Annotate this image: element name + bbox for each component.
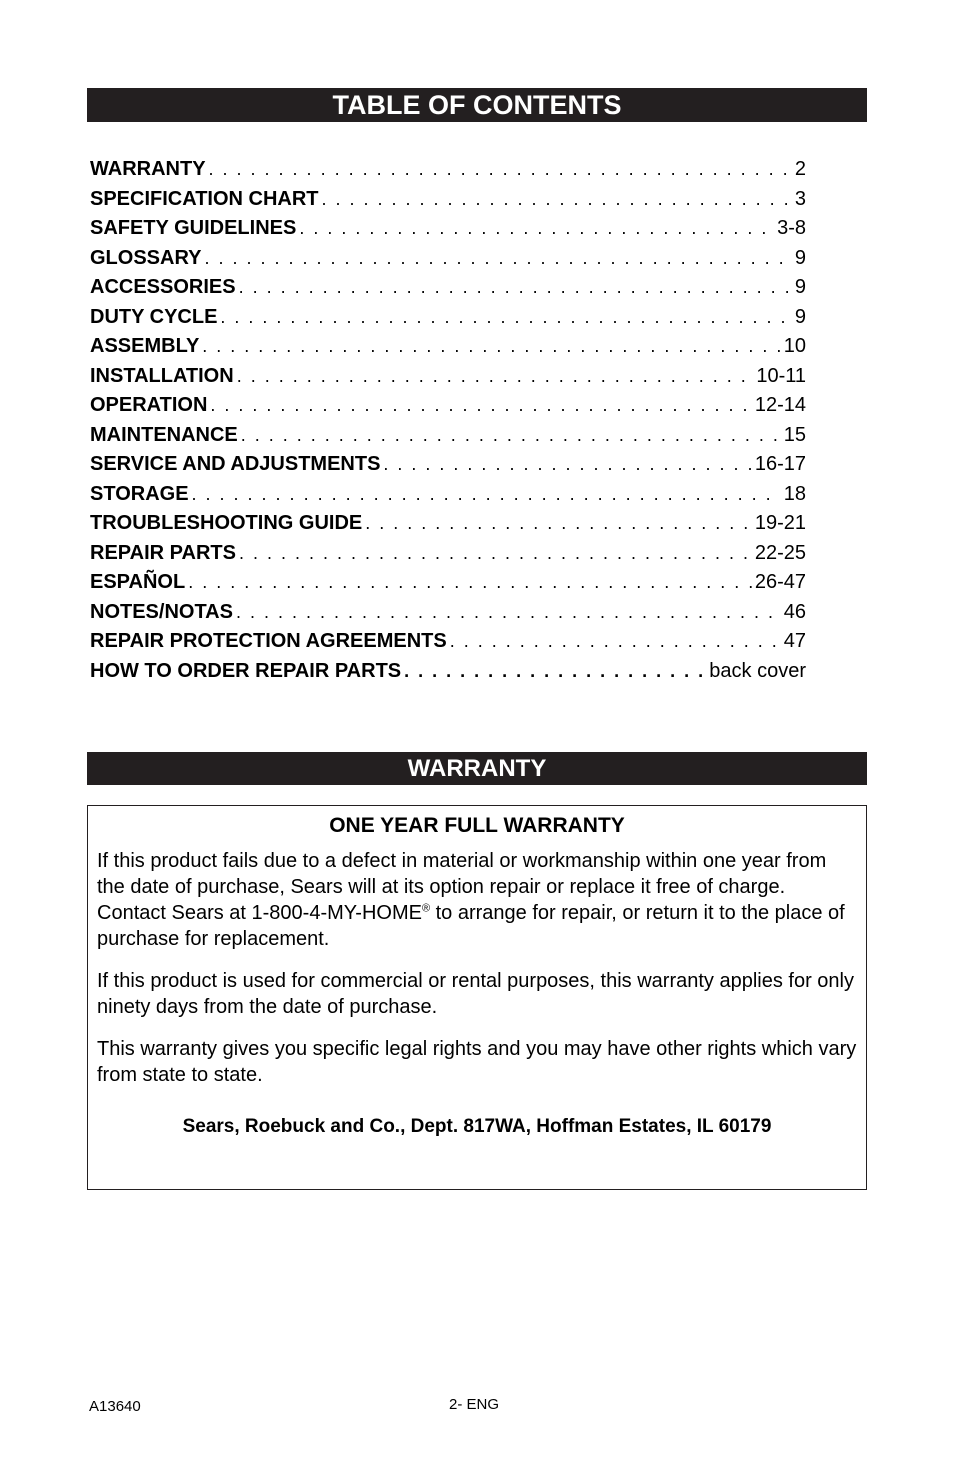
- toc-dot-leader: [209, 155, 792, 185]
- toc-entry-label: REPAIR PROTECTION AGREEMENTS: [90, 630, 447, 652]
- toc-entry-page: 9: [794, 246, 806, 269]
- toc-dot-leader: [210, 391, 751, 421]
- toc-entry-label: ESPAÑOL: [90, 571, 186, 593]
- toc-dot-leader: [450, 627, 781, 657]
- toc-entry-how-to-order-repair-parts[interactable]: [90, 657, 806, 687]
- toc-entry-installation[interactable]: [90, 362, 806, 392]
- toc-entry-accessories[interactable]: [90, 273, 806, 303]
- toc-entry-page: 47: [783, 630, 806, 652]
- toc-entry-page: 16-17: [754, 453, 806, 475]
- toc-entry-label: WARRANTY: [90, 158, 206, 180]
- toc-dot-leader: [365, 509, 752, 539]
- toc-entry-page: 22-25: [754, 541, 806, 564]
- toc-entry-page: 12-14: [754, 394, 806, 416]
- toc-entry-espanol[interactable]: [90, 568, 806, 598]
- toc-dot-leader: [205, 244, 792, 274]
- toc-entry-safety-guidelines[interactable]: [90, 214, 806, 244]
- toc-entry-page: 10: [783, 335, 806, 357]
- warranty-coverage-text: If this product fails due to a defect in material or workmanship within one year from the date of purchase, Sears will at its option repair or replace it free of charge. Contact Sears at 1-800-4-MY-HOME: [97, 850, 827, 924]
- toc-entry-storage[interactable]: [90, 480, 806, 510]
- toc-entry-repair-parts[interactable]: [90, 539, 806, 569]
- toc-dot-leader: [239, 539, 752, 569]
- toc-dot-leader: [404, 657, 706, 687]
- toc-entry-label: SERVICE AND ADJUSTMENTS: [90, 453, 381, 475]
- toc-title: TABLE OF CONTENTS: [332, 90, 622, 120]
- toc-entry-troubleshooting-guide[interactable]: [90, 509, 806, 539]
- toc-entry-service-and-adjustments[interactable]: [90, 450, 806, 480]
- toc-entry-label: INSTALLATION: [90, 364, 234, 387]
- toc-entry-page: 9: [794, 276, 806, 298]
- warranty-paragraph-rights: This warranty gives you specific legal rights and you may have other rights which vary from state to state.: [97, 1038, 857, 1086]
- toc-entry-label: OPERATION: [90, 394, 208, 416]
- toc-entry-label: SAFETY GUIDELINES: [90, 217, 297, 239]
- toc-entry-page: 2: [794, 158, 806, 180]
- warranty-coverage-text-end: to arrange for repair, or return it to the place of purchase for replacement.: [97, 902, 845, 950]
- toc-entry-glossary[interactable]: [90, 244, 806, 274]
- warranty-bar-title: WARRANTY: [407, 755, 547, 782]
- toc-dot-leader: [241, 421, 781, 451]
- toc-entry-label: REPAIR PARTS: [90, 541, 236, 564]
- toc-entry-warranty[interactable]: [90, 155, 806, 185]
- toc-entry-page: 3: [794, 187, 806, 210]
- toc-dot-leader: [383, 450, 751, 480]
- toc-dot-leader: [239, 273, 792, 303]
- toc-entry-label: SPECIFICATION CHART: [90, 187, 319, 210]
- toc-entry-specification-chart[interactable]: [90, 185, 806, 215]
- toc-entry-duty-cycle[interactable]: [90, 303, 806, 333]
- registered-mark: ®: [421, 902, 431, 915]
- toc-entry-page: 19-21: [754, 512, 806, 534]
- toc-dot-leader: [237, 362, 754, 392]
- toc-entry-page: 26-47: [754, 571, 806, 593]
- toc-dot-leader: [299, 214, 774, 244]
- toc-entry-repair-protection-agreements[interactable]: [90, 627, 806, 657]
- toc-entry-operation[interactable]: [90, 391, 806, 421]
- warranty-address: Sears, Roebuck and Co., Dept. 817WA, Hoffman Estates, IL 60179: [182, 1116, 772, 1137]
- toc-list: [90, 155, 806, 686]
- toc-entry-label: NOTES/NOTAS: [90, 600, 233, 623]
- toc-entry-label: STORAGE: [90, 482, 189, 505]
- toc-entry-page: 18: [783, 482, 806, 505]
- toc-dot-leader: [192, 480, 781, 510]
- toc-entry-page: 15: [783, 423, 806, 446]
- toc-dot-leader: [220, 303, 791, 333]
- toc-entry-page: 10-11: [756, 364, 806, 387]
- toc-entry-notes[interactable]: [90, 598, 806, 628]
- toc-entry-label: DUTY CYCLE: [90, 305, 218, 328]
- toc-entry-page: 46: [783, 600, 806, 623]
- toc-entry-label: MAINTENANCE: [90, 423, 238, 446]
- toc-entry-label: TROUBLESHOOTING GUIDE: [90, 512, 363, 534]
- toc-entry-assembly[interactable]: [90, 332, 806, 362]
- toc-entry-maintenance[interactable]: [90, 421, 806, 451]
- toc-dot-leader: [202, 332, 780, 362]
- document-code: A13640: [89, 1398, 141, 1415]
- toc-entry-page: 9: [794, 305, 806, 328]
- page-number: 2- ENG: [449, 1396, 500, 1413]
- toc-entry-label: ACCESSORIES: [90, 276, 236, 298]
- toc-dot-leader: [236, 598, 781, 628]
- warranty-title-bar: [87, 752, 867, 785]
- warranty-paragraph-commercial: If this product is used for commercial or rental purposes, this warranty applies for only ninety days from the date of purchase.: [97, 970, 854, 1018]
- toc-dot-leader: [322, 185, 792, 215]
- toc-entry-label: HOW TO ORDER REPAIR PARTS: [90, 659, 402, 682]
- warranty-paragraph-coverage: [97, 848, 857, 952]
- toc-entry-label: GLOSSARY: [90, 246, 202, 269]
- toc-entry-page: back cover: [709, 659, 806, 682]
- toc-entry-page: 3-8: [777, 217, 806, 239]
- warranty-heading: ONE YEAR FULL WARRANTY: [329, 814, 625, 837]
- toc-entry-label: ASSEMBLY: [90, 335, 200, 357]
- warranty-box: [87, 805, 867, 1190]
- toc-dot-leader: [188, 568, 752, 598]
- toc-title-bar: [87, 88, 867, 122]
